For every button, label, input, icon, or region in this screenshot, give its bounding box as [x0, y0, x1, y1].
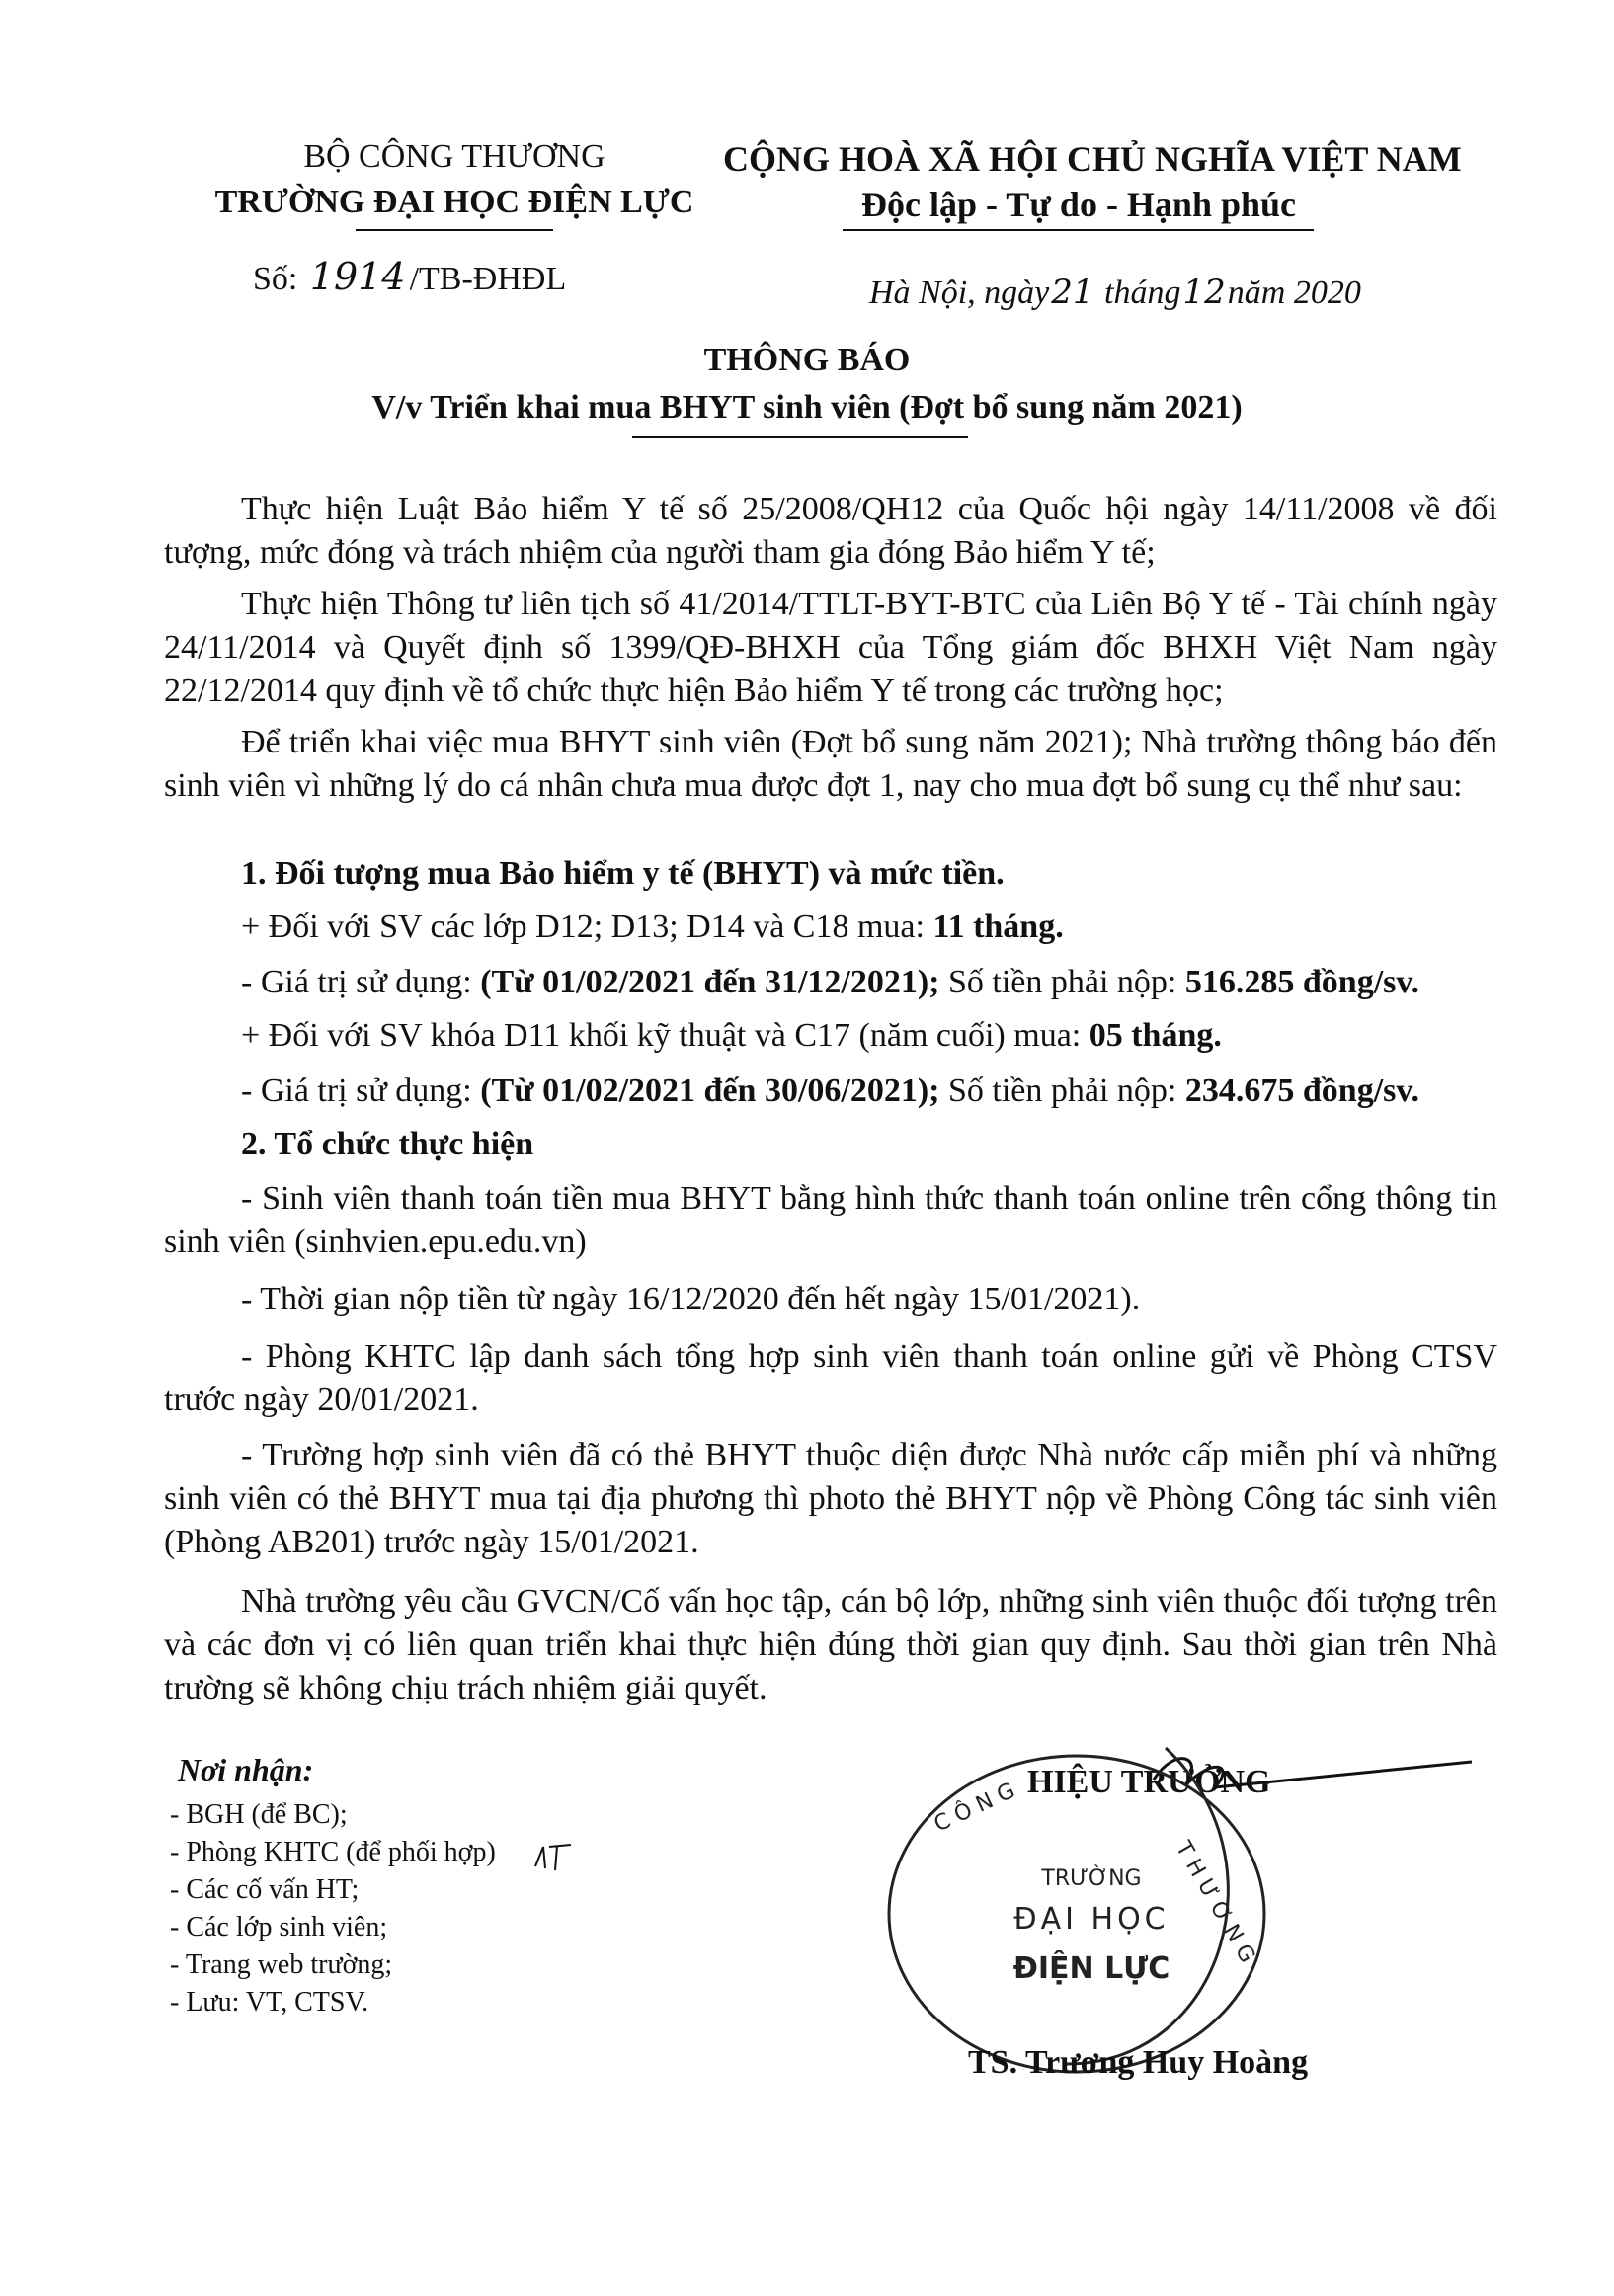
body-paragraph-1: Thực hiện Luật Bảo hiểm Y tế số 25/2008/QH12 của Quốc hội ngày 14/11/2008 về đối tượng, mức đóng và trách nhiệm của người tham gia đóng Bảo hiểm Y tế;	[164, 491, 1497, 571]
s1-line4-text2: Số tiền phải nộp:	[939, 1072, 1185, 1109]
recipient-item: - BGH (để BC);	[170, 1799, 348, 1830]
section-1-line-4	[241, 1072, 1419, 1110]
number-handwritten: 1914	[309, 255, 406, 298]
recipient-item: - Các cố vấn HT;	[170, 1874, 360, 1905]
recipient-item: - Các lớp sinh viên;	[170, 1912, 388, 1942]
s1-line2-text2: Số tiền phải nộp:	[939, 964, 1185, 1000]
document-subject: V/v Triển khai mua BHYT sinh viên (Đợt bổ sung năm 2021)	[371, 389, 1243, 426]
seal-line-2: ĐẠI HỌC	[1013, 1902, 1170, 1937]
section-2-paragraph-2: - Thời gian nộp tiền từ ngày 16/12/2020 đến hết ngày 15/01/2021).	[241, 1281, 1141, 1317]
s1-line4-bold: (Từ 01/02/2021 đến 30/06/2021);	[480, 1072, 940, 1109]
seal-line-1: TRƯỜNG	[1041, 1866, 1142, 1891]
body-paragraph-3: Để triển khai việc mua BHYT sinh viên (Đợt bổ sung năm 2021); Nhà trường thông báo đến sinh viên vì những lý do cá nhân chưa mua được đợt 1, nay cho mua đợt bổ sung cụ thể như sau:	[164, 724, 1497, 804]
seal-line-3: ĐIỆN LỰC	[1012, 1951, 1170, 1986]
date-day: 21	[1051, 273, 1094, 312]
subject-underline	[632, 436, 968, 438]
section-1-line-2	[241, 964, 1419, 1001]
section-2-paragraph-4: - Trường hợp sinh viên đã có thẻ BHYT thuộc diện được Nhà nước cấp miễn phí và những sinh viên có thẻ BHYT mua tại địa phương thì photo thẻ BHYT nộp về Phòng Công tác sinh viên (Phòng AB201) trước ngày 15/01/2021.	[164, 1437, 1497, 1560]
section-2-paragraph-1: - Sinh viên thanh toán tiền mua BHYT bằng hình thức thanh toán online trên cổng thông tin sinh viên (sinhvien.epu.edu.vn)	[164, 1180, 1497, 1260]
motto: Độc lập - Tự do - Hạnh phúc	[860, 185, 1297, 224]
section-1-heading: 1. Đối tượng mua Bảo hiểm y tế (BHYT) và mức tiền.	[241, 855, 1005, 892]
section-2-paragraph-3: - Phòng KHTC lập danh sách tổng hợp sinh viên thanh toán online gửi về Phòng CTSV trước ngày 20/01/2021.	[164, 1338, 1497, 1418]
s1-line3-text: + Đối với SV khóa D11 khối kỹ thuật và C17 (năm cuối) mua:	[241, 1017, 1089, 1054]
ministry-name: BỘ CÔNG THƯƠNG	[303, 138, 605, 175]
university-underline	[356, 229, 553, 231]
date-year: năm 2020	[1227, 275, 1361, 311]
s1-line2-bold: (Từ 01/02/2021 đến 31/12/2021);	[480, 964, 940, 1000]
document-title: THÔNG BÁO	[703, 342, 911, 378]
handwritten-initial-mark	[531, 1841, 577, 1874]
s1-line1-text: + Đối với SV các lớp D12; D13; D14 và C18 mua:	[241, 909, 933, 945]
republic-name: CỘNG HOÀ XÃ HỘI CHỦ NGHĨA VIỆT NAM	[723, 139, 1462, 179]
document-number	[253, 255, 566, 298]
section-1-line-1	[241, 909, 1064, 946]
svg-text:T H Ư Ơ N G: T H Ư Ơ N G	[1170, 1837, 1260, 1968]
recipient-item: - Trang web trường;	[170, 1949, 393, 1980]
date-month-label: tháng	[1104, 275, 1181, 311]
document-date	[869, 273, 1361, 312]
body-paragraph-2: Thực hiện Thông tư liên tịch số 41/2014/TTLT-BYT-BTC của Liên Bộ Y tế - Tài chính ngày 24/11/2014 và Quyết định số 1399/QĐ-BHXH của Tổng giám đốc BHXH Việt Nam ngày 22/12/2014 quy định về tổ chức thực hiện Bảo hiểm Y tế trong các trường học;	[164, 586, 1497, 709]
recipient-item: - Phòng KHTC (để phối hợp)	[170, 1837, 496, 1867]
s1-line3-bold: 05 tháng.	[1089, 1017, 1222, 1054]
s1-line2-bold2: 516.285 đồng/sv.	[1184, 964, 1419, 1000]
svg-text:C Ô N G: C Ô N G	[929, 1778, 1019, 1838]
signature-title: HIỆU TRƯỞNG	[1027, 1764, 1271, 1800]
recipients-heading: Nơi nhận:	[178, 1752, 314, 1787]
signer-name: TS. Trương Huy Hoàng	[968, 2044, 1309, 2081]
number-prefix: Số:	[253, 261, 298, 297]
s1-line1-bold: 11 tháng.	[932, 909, 1064, 945]
motto-underline	[843, 229, 1314, 231]
s1-line4-text: - Giá trị sử dụng:	[241, 1072, 481, 1109]
recipient-item: - Lưu: VT, CTSV.	[170, 1987, 369, 2018]
date-prefix: Hà Nội, ngày	[869, 275, 1050, 311]
university-name: TRƯỜNG ĐẠI HỌC ĐIỆN LỰC	[214, 184, 694, 220]
s1-line4-bold2: 234.675 đồng/sv.	[1184, 1072, 1419, 1109]
closing-paragraph: Nhà trường yêu cầu GVCN/Cố vấn học tập, cán bộ lớp, những sinh viên thuộc đối tượng trên và các đơn vị có liên quan triển khai thực hiện đúng thời gian quy định. Sau thời gian trên Nhà trường sẽ không chịu trách nhiệm giải quyết.	[164, 1583, 1497, 1706]
s1-line2-text: - Giá trị sử dụng:	[241, 964, 481, 1000]
section-1-line-3	[241, 1017, 1222, 1055]
number-suffix: /TB-ĐHĐL	[409, 261, 567, 297]
section-2-heading: 2. Tổ chức thực hiện	[241, 1126, 534, 1162]
date-month: 12	[1182, 273, 1226, 312]
